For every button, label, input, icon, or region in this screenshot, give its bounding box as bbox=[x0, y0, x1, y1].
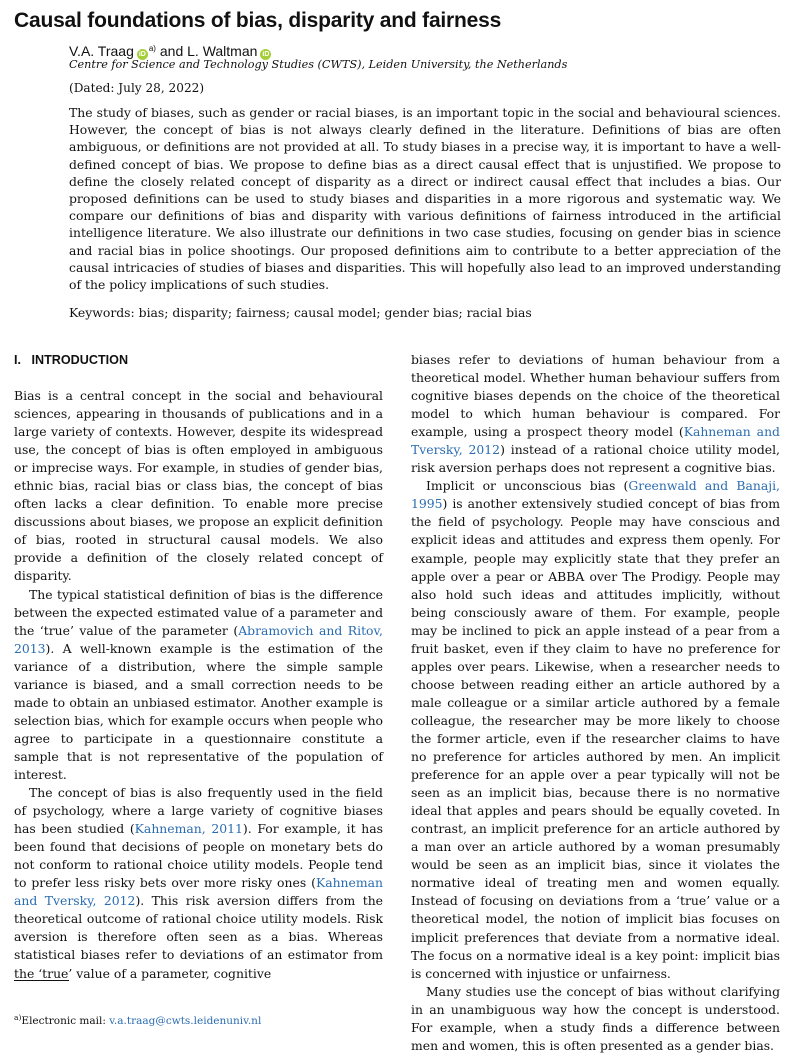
paragraph-text: ). This risk aversion differs from the theoretical outcome of rational choice utility models. Risk aversion is therefore often seen as a bias. Whereas statistical biases refer to deviations of an estimator from the ‘true’ value of a parameter, cognitive bbox=[14, 893, 384, 981]
paragraph-text: ). For example, it has been found that decisions of people on monetary bets do not conform to rational choice utility models. People tend to prefer less risky bets over more risky ones ( bbox=[14, 821, 383, 891]
footnote-rule bbox=[14, 980, 69, 981]
paper-title: Causal foundations of bias, disparity and fairness bbox=[14, 9, 502, 32]
footnote bbox=[14, 1011, 261, 1028]
paragraph-text: Implicit or unconscious bias ( bbox=[426, 478, 629, 494]
email-link[interactable]: v.a.traag@cwts.leidenuniv.nl bbox=[109, 1015, 262, 1027]
paragraph: Many studies use the concept of bias without clarifying in an unambiguous way how the concept is understood. For example, when a study finds a difference between men and women, this is often presented as a gender bias. bbox=[411, 983, 780, 1053]
paragraph-text: ) is another extensively studied concept of bias from the field of psychology. People may have conscious and explicit ideas and attitudes and express them openly. For example, people may explicitly state that they prefer an apple over a pear or ABBA over The Prodigy. People may also hold such ideas and attitudes implicitly, without being consciously aware of them. For example, people may be inclined to pick an apple instead of a pear from a fruit basket, even if they claim to have no preference for apples over pears. Likewise, when a researcher needs to choose between reading either an article authored by a male colleague or a similar article authored by a female colleague, the researcher may be more likely to choose the former article, even if the researcher claims to have no preference for articles authored by men. An implicit preference for an apple over a pear typically will not be seen as an implicit bias, because there is no normative ideal that apples and pears should be equally coveted. In contrast, an implicit preference for an article authored by a man over an article authored by a woman presumably would be seen as an implicit bias, since it violates the normative ideal of treating men and women equally. Instead of focusing on deviations from a ‘true’ value or a theoretical model, the notion of implicit bias focuses on implicit preferences that deviate from a normative ideal. The focus on a normative ideal is a key point: implicit bias is concerned with injustice or unfairness. bbox=[411, 496, 780, 981]
author-name: L. Waltman bbox=[187, 43, 258, 59]
right-column bbox=[411, 351, 780, 1055]
citation-link[interactable]: Kahneman and Tversky, 2012 bbox=[14, 875, 383, 909]
paragraph bbox=[14, 784, 383, 983]
keywords: Keywords: bias; disparity; fairness; causal model; gender bias; racial bias bbox=[69, 305, 532, 320]
left-column bbox=[14, 387, 383, 983]
footnote-mark: a) bbox=[14, 1013, 22, 1022]
footnote-label: Electronic mail: bbox=[21, 1015, 110, 1027]
paragraph-text: biases refer to deviations of human behaviour from a theoretical model. Whether human behaviour suffers from cognitive biases depends on the choice of the theoretical model to which human behaviour is compared. For example, using a prospect theory model ( bbox=[411, 352, 780, 440]
citation-link[interactable]: Kahneman, 2011 bbox=[134, 821, 243, 837]
paragraph-text: The typical statistical definition of bias is the difference between the expected estimated value of a parameter and the ‘true’ value of the parameter ( bbox=[14, 586, 383, 638]
paragraph bbox=[411, 477, 780, 982]
date-line: (Dated: July 28, 2022) bbox=[69, 81, 205, 95]
citation-link[interactable]: Kahneman and Tversky, 2012 bbox=[411, 424, 780, 458]
paragraph-text: ) instead of a rational choice utility model, risk aversion perhaps does not represent a cognitive bias. bbox=[411, 442, 780, 476]
abstract: The study of biases, such as gender or racial biases, is an important topic in the social and behavioural sciences. However, the concept of bias is not always clearly defined in the literature. Definitions of bias are often ambiguous, or definitions are not provided at all. To study biases in a precise way, it is important to have a well-defined concept of bias. We propose to define bias as a direct causal effect that is unjustified. We propose to define the closely related concept of disparity as a direct or indirect causal effect that includes a bias. Our proposed definitions can be used to study biases and disparities in a more rigorous and systematic way. We compare our definitions of bias and disparity with various definitions of fairness introduced in the artificial intelligence literature. We also illustrate our definitions in two case studies, focusing on gender bias in science and racial bias in police shootings. Our proposed definitions aim to contribute to a better appreciation of the causal intricacies of studies of biases and disparities. This will hopefully also lead to an improved understanding of the policy implications of such studies. bbox=[69, 105, 781, 293]
paragraph: Bias is a central concept in the social and behavioural sciences, appearing in thousands of publications and in a large variety of contexts. However, despite its widespread use, the concept of bias is often employed in ambiguous or imprecise ways. For example, in studies of gender bias, ethnic bias, racial bias or class bias, the concept of bias often lacks a clear definition. To enable more precise discussions about biases, we propose an explicit definition of bias, rooted in structural causal models. We also provide a definition of the closely related concept of disparity. bbox=[14, 388, 383, 584]
section-heading: I. INTRODUCTION bbox=[14, 353, 129, 367]
citation-link[interactable]: Abramovich and Ritov, 2013 bbox=[14, 622, 383, 656]
author-name: V.A. Traag bbox=[69, 43, 134, 59]
citation-link[interactable]: Greenwald and Banaji, 1995 bbox=[411, 478, 780, 512]
orcid-icon[interactable]: iD bbox=[138, 51, 146, 58]
affiliation: Centre for Science and Technology Studies (CWTS), Leiden University, the Netherlands bbox=[69, 58, 568, 71]
author-separator: and bbox=[155, 43, 188, 59]
orcid-icon[interactable]: iD bbox=[262, 51, 270, 58]
footnote-mark: a) bbox=[148, 44, 156, 53]
paragraph-text: ). A well-known example is the estimation of the variance of a distribution, where the simple sample variance is biased, and a small correction needs to be made to obtain an unbiased estimator. Another example is selection bias, which for example occurs when people who agree to participate in a questionnaire constitute a sample that is not representative of the population of interest. bbox=[14, 640, 384, 782]
paragraph bbox=[411, 351, 780, 477]
paragraph-text: The concept of bias is also frequently used in the field of psychology, where a large variety of cognitive biases has been studied ( bbox=[14, 785, 383, 837]
paragraph bbox=[14, 586, 383, 785]
